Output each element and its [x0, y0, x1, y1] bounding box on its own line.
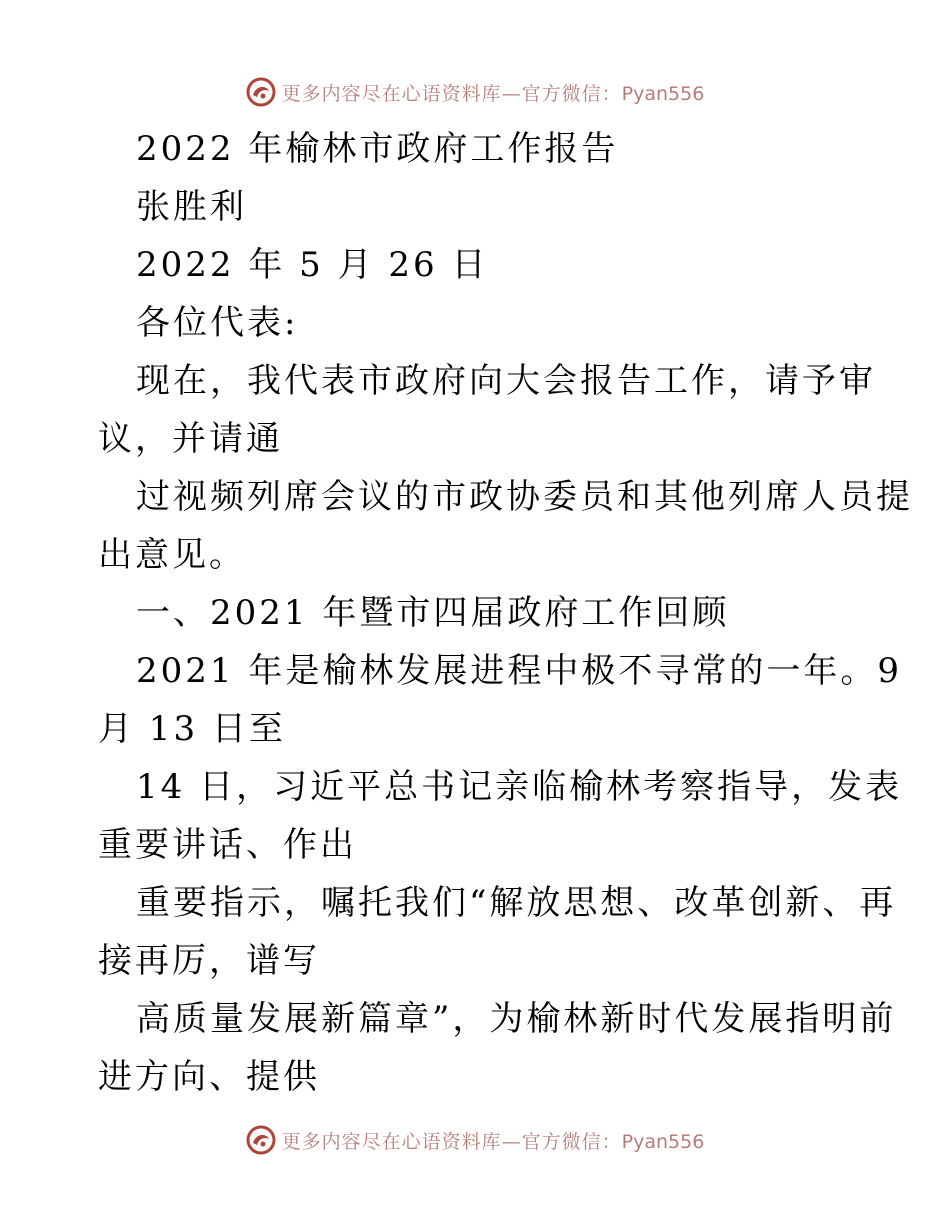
text-line: 各位代表: — [136, 303, 299, 343]
logo-swirl-icon — [246, 1125, 276, 1155]
text-line: 出意见。 — [98, 535, 246, 575]
text-line: 高质量发展新篇章”，为榆林新时代发展指明前 — [136, 999, 897, 1039]
text-line: 接再厉，谱写 — [98, 941, 320, 981]
banner-text: 更多内容尽在心语资料库—官方微信：Pyan556 — [281, 1130, 705, 1153]
text-line: 14 日，习近平总书记亲临榆林考察指导，发表 — [136, 767, 903, 807]
text-line: 2021 年是榆林发展进程中极不寻常的一年。9 — [136, 651, 902, 691]
document-body — [98, 120, 913, 1106]
text-line: 过视频列席会议的市政协委员和其他列席人员提 — [136, 477, 913, 517]
text-line: 重要讲话、作出 — [98, 825, 357, 865]
text-line: 重要指示，嘱托我们“解放思想、改革创新、再 — [136, 883, 897, 923]
wechat-id: Pyan556 — [621, 82, 705, 105]
text-line: 2022 年 5 月 26 日 — [136, 245, 489, 285]
text-line: 张胜利 — [136, 187, 247, 227]
text-line: 进方向、提供 — [98, 1057, 320, 1097]
text-line: 议，并请通 — [98, 419, 283, 459]
text-line: 月 13 日至 — [98, 709, 286, 749]
text-line: 一、2021 年暨市四届政府工作回顾 — [136, 593, 730, 633]
text-line: 现在，我代表市政府向大会报告工作，请予审 — [136, 361, 876, 401]
footer-banner — [0, 1120, 950, 1160]
header-banner — [0, 72, 950, 112]
banner-text: 更多内容尽在心语资料库—官方微信：Pyan556 — [281, 82, 705, 105]
text-line: 2022 年榆林市政府工作报告 — [136, 129, 619, 169]
logo-swirl-icon — [246, 77, 276, 107]
wechat-id: Pyan556 — [621, 1130, 705, 1153]
